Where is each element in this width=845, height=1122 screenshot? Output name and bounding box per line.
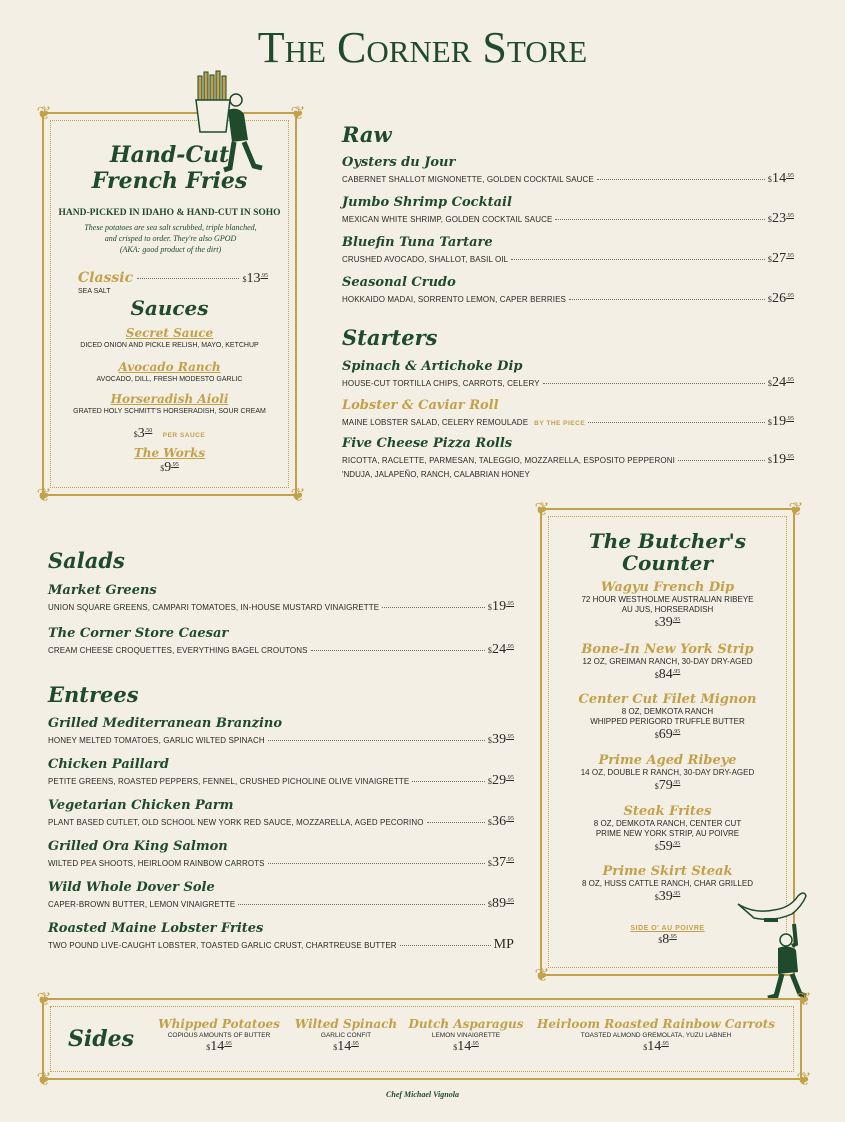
menu-item (342, 195, 794, 227)
butcher-item (545, 580, 790, 631)
item-name: Grilled Ora King Salmon (48, 839, 228, 854)
waiter-illustration (734, 888, 808, 1000)
item-price: $\$39^{.95}$ (487, 732, 514, 747)
side-price: $\$14^{.95}$ (333, 1039, 359, 1054)
item-name: Chicken Paillard (48, 757, 169, 772)
item-price: $\$89^{.95}$ (487, 896, 514, 911)
ornament-icon: ❦ (534, 965, 550, 986)
item-price: $\$27^{.95}$ (767, 251, 794, 266)
fries-classic (78, 270, 268, 295)
item-name: Jumbo Shrimp Cocktail (342, 195, 512, 210)
item-price: $\$19^{.95}$ (767, 452, 794, 467)
side-price: $\$14^{.95}$ (206, 1039, 232, 1054)
item-desc: CRUSHED AVOCADO, SHALLOT, BASIL OIL (342, 255, 509, 264)
item-desc: HONEY MELTED TOMATOES, GARLIC WILTED SPINACH (48, 736, 265, 745)
fries-desc-line1: These potatoes are sea salt scrubbed, triple blanched, (84, 223, 257, 232)
per-sauce-tag: PER SAUCE (162, 432, 206, 439)
fries-title (42, 142, 297, 194)
item-price: $\$36^{.95}$ (487, 814, 514, 829)
item-price: $\$24^{.95}$ (767, 375, 794, 390)
ornament-icon: ❦ (36, 1069, 52, 1090)
item-desc: HOKKAIDO MADAI, SORRENTO LEMON, CAPER BERRIES (342, 295, 566, 304)
side-item (150, 1017, 288, 1055)
menu-item (48, 716, 514, 748)
ornament-icon: ❦ (796, 989, 812, 1010)
side-price: $\$14^{.95}$ (453, 1039, 479, 1054)
starters-title: Starters (342, 325, 438, 350)
item-price: $\$37^{.95}$ (487, 855, 514, 870)
side-name: Heirloom Roasted Rainbow Carrots (536, 1017, 776, 1031)
item-price: $\$23^{.95}$ (767, 211, 794, 226)
side-name: Dutch Asparagus (408, 1017, 524, 1031)
sauces-title: Sauces (130, 296, 209, 320)
side-au-poivre-price: $\$8^{.95}$ (658, 932, 677, 947)
menu-item (48, 798, 514, 830)
butcher-item-desc2: WHIPPED PERIGORD TRUFFLE BUTTER (590, 717, 745, 726)
fries-title-line2: French Fries (91, 168, 248, 194)
side-desc: GARLIC CONFIT (320, 1032, 372, 1039)
item-price: $\$29^{.95}$ (487, 773, 514, 788)
butcher-item-desc: 72 HOUR WESTHOLME AUSTRALIAN RIBEYE (581, 595, 754, 604)
fries-subtitle: HAND-PICKED IN IDAHO & HAND-CUT IN SOHO (58, 208, 281, 218)
item-price: $\$26^{.95}$ (767, 291, 794, 306)
works-item (52, 446, 287, 476)
classic-name: Classic (78, 270, 134, 286)
side-desc: LEMON VINAIGRETTE (431, 1032, 501, 1039)
butcher-item (545, 753, 790, 794)
item-price: $\$14^{.95}$ (767, 171, 794, 186)
menu-item (342, 155, 794, 187)
butcher-title-line1: The Butcher's (588, 529, 747, 553)
butcher-item-desc: 14 OZ, DOUBLE R RANCH, 30-DAY DRY-AGED (580, 768, 755, 777)
menu-item (48, 626, 514, 658)
butcher-item-desc: 8 OZ, DEMKOTA RANCH (621, 707, 714, 716)
menu-item (48, 880, 514, 912)
item-desc: MEXICAN WHITE SHRIMP, GOLDEN COCKTAIL SAUCE (342, 215, 553, 224)
sauce-item (52, 360, 287, 383)
butcher-item-price: $\$84^{.95}$ (654, 667, 681, 682)
item-price: $\$19^{.95}$ (487, 599, 514, 614)
sauce-name: Secret Sauce (125, 326, 214, 340)
side-au-poivre-name: SIDE O' AU POIVRE (630, 925, 705, 932)
menu-item (342, 436, 794, 479)
ornament-icon: ❦ (290, 485, 306, 506)
butcher-item-price: $\$39^{.95}$ (654, 889, 681, 904)
item-name: Wild Whole Dover Sole (48, 880, 215, 895)
item-name: Spinach & Artichoke Dip (342, 359, 523, 374)
item-name: Lobster & Caviar Roll (342, 398, 499, 413)
sauce-desc: DICED ONION AND PICKLE RELISH, MAYO, KETCHUP (80, 342, 259, 349)
side-item (404, 1017, 528, 1055)
ornament-icon: ❦ (290, 103, 306, 124)
butcher-item (545, 804, 790, 855)
item-name: Oysters du Jour (342, 155, 456, 170)
fries-desc-line3: (AKA: good product of the dirt) (119, 245, 222, 254)
item-name: Grilled Mediterranean Branzino (48, 716, 283, 731)
menu-item (48, 583, 514, 615)
ornament-icon: ❦ (796, 1069, 812, 1090)
works-price: $\$9^{.95}$ (160, 460, 179, 475)
ornament-icon: ❦ (36, 485, 52, 506)
item-desc: CREAM CHEESE CROQUETTES, EVERYTHING BAGEL CROUTONS (48, 646, 308, 655)
sauce-price-row (52, 424, 287, 442)
sauce-name: Avocado Ranch (118, 360, 221, 374)
butcher-item-name: Center Cut Filet Mignon (578, 692, 757, 707)
side-desc: COPIOUS AMOUNTS OF BUTTER (167, 1032, 271, 1039)
butcher-item-desc: 8 OZ, DEMKOTA RANCH, CENTER CUT (593, 819, 742, 828)
menu-item (342, 359, 794, 391)
menu-item (48, 757, 514, 789)
item-name: Market Greens (48, 583, 157, 598)
item-name: Bluefin Tuna Tartare (342, 235, 493, 250)
fries-desc-line2: and crisped to order. They're also GPOD (104, 234, 237, 243)
item-desc: HOUSE-CUT TORTILLA CHIPS, CARROTS, CELERY (342, 379, 540, 388)
menu-item (48, 921, 514, 953)
by-the-piece-tag: BY THE PIECE (534, 420, 586, 427)
salads-title: Salads (48, 548, 125, 573)
side-name: Wilted Spinach (294, 1017, 398, 1031)
item-desc: TWO POUND LIVE-CAUGHT LOBSTER, TOASTED GARLIC CRUST, CHARTREUSE BUTTER (48, 941, 397, 950)
chef-credit: Chef Michael Vignola (386, 1090, 459, 1099)
butcher-item-price: $\$69^{.95}$ (654, 727, 681, 742)
butcher-item-name: Steak Frites (623, 804, 712, 819)
sauce-name: Horseradish Aioli (110, 392, 229, 406)
butcher-item-price: $\$59^{.95}$ (654, 839, 681, 854)
restaurant-title: The Corner Store (257, 23, 588, 72)
item-desc: WILTED PEA SHOOTS, HEIRLOOM RAINBOW CARROTS (48, 859, 265, 868)
butcher-item-desc2: AU JUS, HORSERADISH (621, 605, 714, 614)
item-name: The Corner Store Caesar (48, 626, 229, 641)
butcher-item-name: Prime Skirt Steak (602, 864, 733, 879)
butcher-item-name: Wagyu French Dip (600, 580, 735, 595)
item-desc: CABERNET SHALLOT MIGNONETTE, GOLDEN COCKTAIL SAUCE (342, 175, 594, 184)
raw-title: Raw (342, 122, 392, 147)
item-name: Vegetarian Chicken Parm (48, 798, 234, 813)
menu-item (342, 235, 794, 267)
sides-title: Sides (68, 1026, 135, 1052)
side-name: Whipped Potatoes (158, 1017, 280, 1031)
item-desc: UNION SQUARE GREENS, CAMPARI TOMATOES, IN-HOUSE MUSTARD VINAIGRETTE (48, 603, 380, 612)
item-desc: MAINE LOBSTER SALAD, CELERY REMOULADE (342, 418, 529, 427)
side-desc: TOASTED ALMOND GREMOLATA, YUZU LABNEH (580, 1032, 732, 1039)
menu-item (342, 275, 794, 307)
side-item (290, 1017, 402, 1055)
side-price: $\$14^{.95}$ (643, 1039, 669, 1054)
classic-desc: SEA SALT (78, 288, 111, 295)
butcher-item-name: Prime Aged Ribeye (598, 753, 737, 768)
item-desc: CAPER-BROWN BUTTER, LEMON VINAIGRETTE (48, 900, 236, 909)
sauce-price: $\$3^{.50}$ (133, 426, 153, 441)
fries-description (58, 222, 283, 255)
entrees-title: Entrees (48, 682, 139, 707)
menu-item (342, 398, 794, 430)
fries-title-line1: Hand-Cut (109, 142, 230, 168)
item-desc: PETITE GREENS, ROASTED PEPPERS, FENNEL, CRUSHED PICHOLINE OLIVE VINAIGRETTE (48, 777, 410, 786)
item-name: Seasonal Crudo (342, 275, 456, 290)
butcher-title-line2: Counter (622, 551, 713, 575)
butcher-item-price: $\$39^{.95}$ (654, 615, 681, 630)
item-price: $\$24^{.95}$ (487, 642, 514, 657)
butcher-item-price: $\$79^{.95}$ (654, 778, 681, 793)
menu-item (48, 839, 514, 871)
classic-price: $\$13^{.95}$ (242, 271, 268, 286)
item-desc-line2: 'NDUJA, JALAPEÑO, RANCH, CALABRIAN HONEY (342, 470, 530, 479)
item-price: $\$19^{.95}$ (767, 414, 794, 429)
item-price-mp: MP (493, 937, 514, 952)
side-item (530, 1017, 782, 1055)
sauce-item (52, 326, 287, 349)
item-name: Roasted Maine Lobster Frites (48, 921, 264, 936)
sauce-item (52, 392, 287, 415)
item-desc: PLANT BASED CUTLET, OLD SCHOOL NEW YORK RED SAUCE, MOZZARELLA, AGED PECORINO (48, 818, 424, 827)
item-desc: RICOTTA, RACLETTE, PARMESAN, TALEGGIO, MOZZARELLA, ESPOSITO PEPPERONI (342, 456, 675, 465)
item-name: Five Cheese Pizza Rolls (342, 436, 513, 451)
butcher-item (545, 692, 790, 743)
ornament-icon: ❦ (36, 103, 52, 124)
butcher-item-desc: 8 OZ, HUSS CATTLE RANCH, CHAR GRILLED (582, 879, 753, 888)
butcher-item-name: Bone-In New York Strip (581, 642, 754, 657)
ornament-icon: ❦ (36, 989, 52, 1010)
ornament-icon: ❦ (788, 499, 804, 520)
butcher-item-desc: 12 OZ, GREIMAN RANCH, 30-DAY DRY-AGED (582, 657, 753, 666)
butcher-item (545, 642, 790, 683)
sauce-desc: GRATED HOLY SCHMITT'S HORSERADISH, SOUR CREAM (73, 408, 266, 415)
butcher-title (540, 530, 795, 574)
butcher-item-desc2: PRIME NEW YORK STRIP, AU POIVRE (595, 829, 740, 838)
sauce-desc: AVOCADO, DILL, FRESH MODESTO GARLIC (96, 376, 243, 383)
ornament-icon: ❦ (534, 499, 550, 520)
works-name: The Works (133, 446, 206, 460)
